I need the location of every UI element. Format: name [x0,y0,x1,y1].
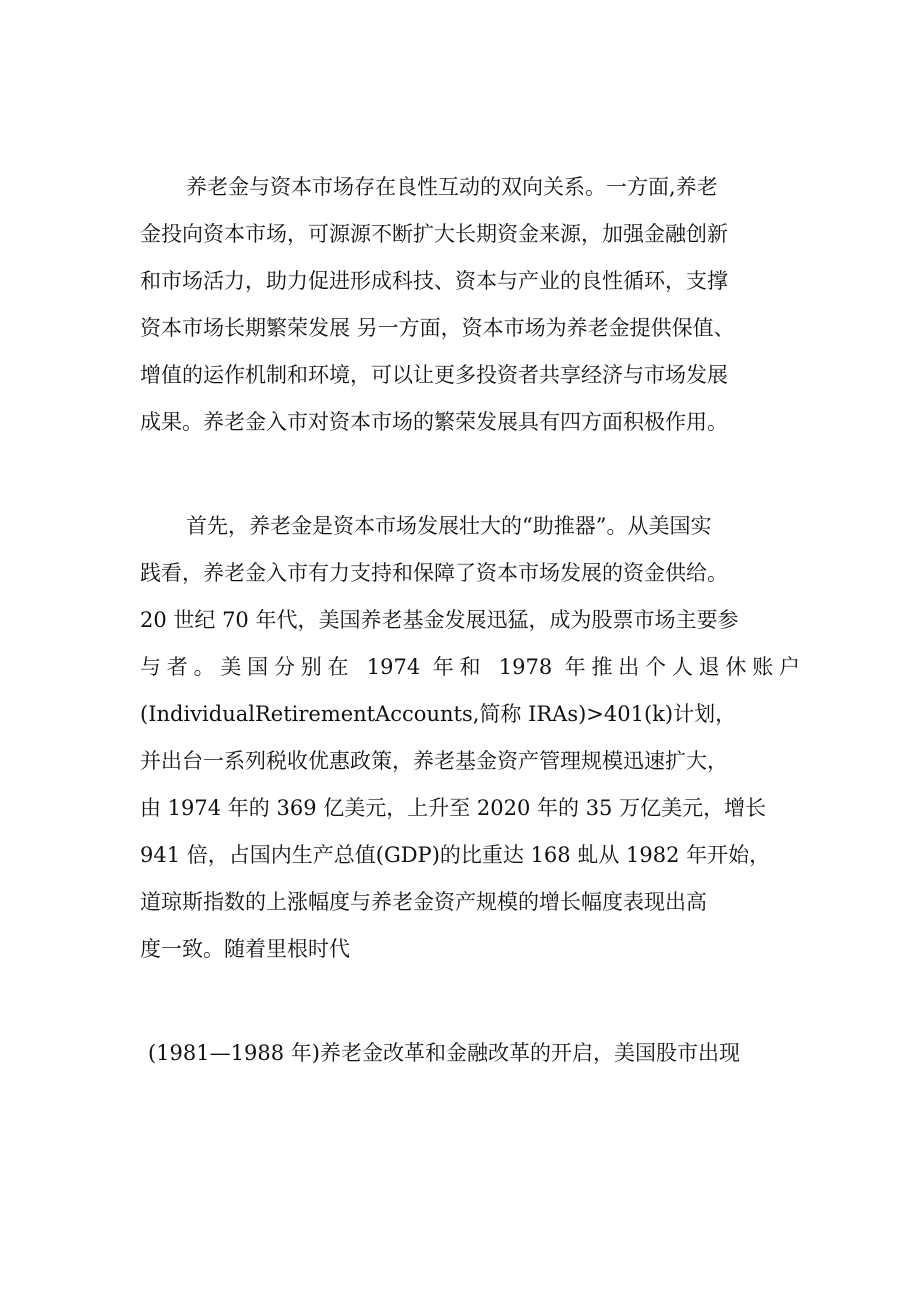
text-line: 20 世纪 70 年代，美国养老基金发展迅猛，成为股票市场主要参 [140,608,739,632]
text-line: (IndividualRetirementAccounts,简称 IRAs)>401(k)计划， [140,702,737,726]
text-line: (1981—1988 年)养老金改革和金融改革的开启，美国股市出现 [148,1041,740,1065]
text-line: 与者。美国分别在 1974 年和 1978 年推出个人退休账户 [140,655,800,679]
text-line: 资本市场长期繁荣发展 另一方面，资本市场为养老金提供保值、 [140,316,735,340]
text-line: 941 倍，占国内生产总值(GDP)的比重达 168 虬从 1982 年开始， [140,843,771,867]
text-line: 并出台一系列税收优惠政策，养老基金资产管理规模迅速扩大， [140,749,728,773]
text-line: 增值的运作机制和环境，可以让更多投资者共享经济与市场发展 [140,363,728,387]
text-line: 成果。养老金入市对资本市场的繁荣发展具有四方面积极作用。 [140,410,728,434]
text-line: 和市场活力，助力促进形成科技、资本与产业的良性循环，支撑 [140,269,728,293]
text-line: 道琼斯指数的上涨幅度与养老金资产规模的增长幅度表现出高 [140,890,707,914]
text-line: 金投向资本市场，可源源不断扩大长期资金来源，加强金融创新 [140,222,728,246]
text-line: 由 1974 年的 369 亿美元，上升至 2020 年的 35 万亿美元，增长 [140,796,767,820]
text-line: 践看，养老金入市有力支持和保障了资本市场发展的资金供给。 [140,561,728,585]
text-line: 养老金与资本市场存在良性互动的双向关系。一方面,养老 [186,175,718,199]
text-line: 度一致。随着里根时代 [140,937,350,961]
text-line: 首先，养老金是资本市场发展壮大的“助推器”。从美国实 [186,514,712,538]
